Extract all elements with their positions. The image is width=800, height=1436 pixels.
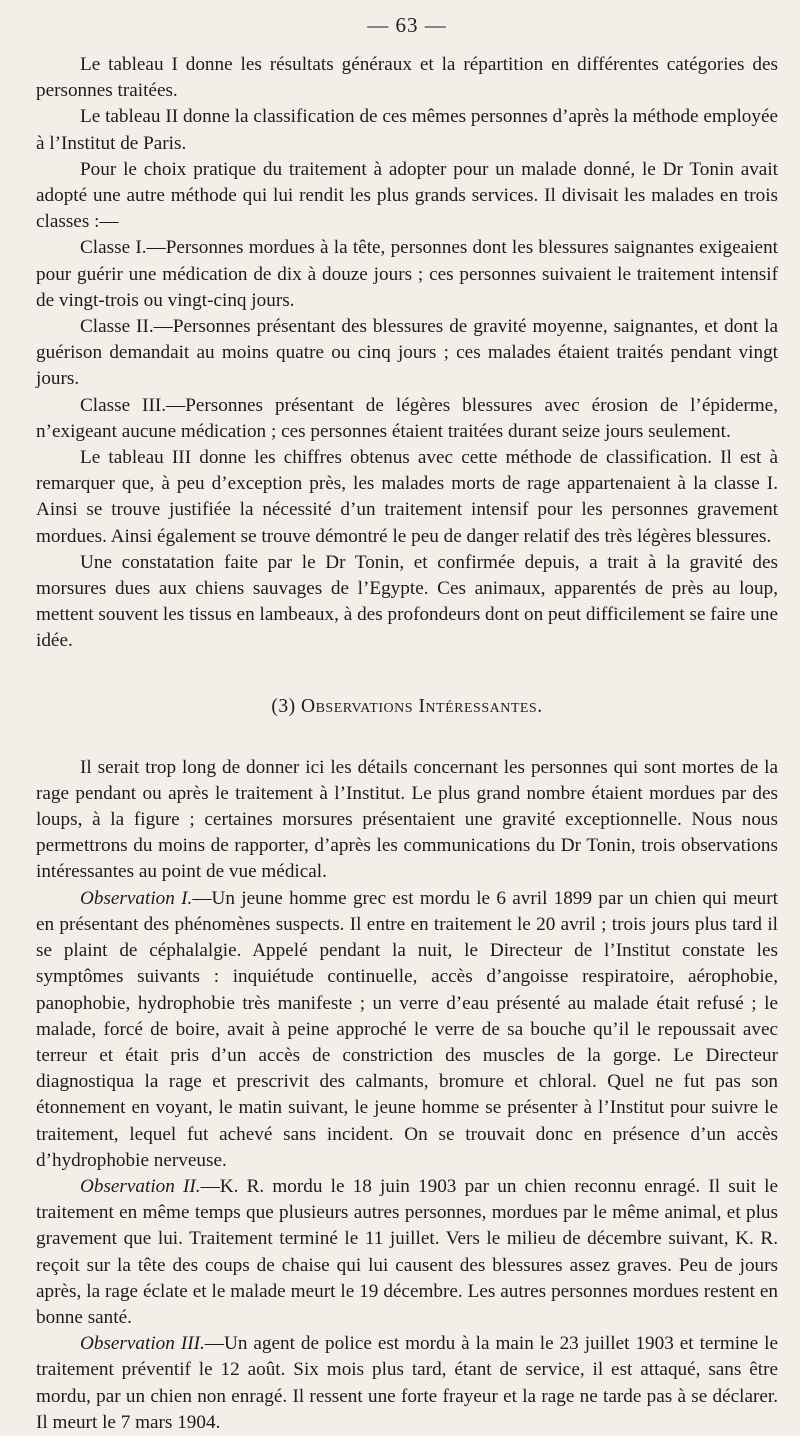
paragraph-choix-traitement: Pour le choix pratique du traitement à adopter pour un malade donné, le Dr Tonin avait adopté une autre méthode qui lui rendit les plus grands services. Il divisait les malades en trois classes :— [36, 158, 778, 233]
paragraph-classe-1: Classe I.—Personnes mordues à la tête, personnes dont les blessures saignantes exigeaient pour guérir une médication de dix à douze jours ; ces personnes suivaient le traitement intensif de vingt-trois ou vingt-cinq jours. [36, 237, 778, 311]
section-heading: (3) Observations Intéressantes. [271, 695, 543, 717]
paragraph-tableau-3: Le tableau III donne les chiffres obtenus avec cette méthode de classification. Il est à remarquer que, à peu d’exception près, les malades morts de rage appartenaient à la classe I. Ainsi se trouve justifiée la nécessité d’un traitement intensif pour les personnes gravement mordues. Ainsi également se trouve démontré le peu de danger relatif des très légères blessures. [36, 447, 778, 547]
observation-2 [36, 1174, 778, 1331]
observation-2-label: Observation II. [80, 1175, 201, 1197]
page-number: — 63 — [367, 13, 447, 37]
observation-3 [36, 1331, 778, 1436]
paragraph-tableau-1: Le tableau I donne les résultats généraux et la répartition en différentes catégories des personnes traitées. [36, 54, 778, 102]
paragraph-constatation: Une constatation faite par le Dr Tonin, et confirmée depuis, a trait à la gravité des morsures dues aux chiens sauvages de l’Egypte. Ces animaux, apparentés de près au loup, mettent souvent les tissus en lambeaux, à des profondeurs dont on peut difficilement se faire une idée. [36, 551, 778, 652]
observation-2-text: —K. R. mordu le 18 juin 1903 par un chien reconnu enragé. Il suit le traitement en même temps que plusieurs autres personnes, mordues par le même animal, et plus gravement que lui. Traitement terminé le 11 juillet. Vers le milieu de décembre suivant, K. R. reçoit sur la tête des coups de chaise qui lui causent des blessures assez graves. Peu de jours après, la rage éclate et le malade meurt le 19 décembre. Les autres personnes mordues restent en bonne santé. [36, 1175, 778, 1328]
observation-3-text: —Un agent de police est mordu à la main le 23 juillet 1903 et termine le traitement préventif le 12 août. Six mois plus tard, étant de service, il est attaqué, sans être mordu, par un chien non enragé. Il ressent une forte frayeur et la rage ne tarde pas à se déclarer. Il meurt le 7 mars 1904. [36, 1333, 779, 1433]
paragraph-classe-2: Classe II.—Personnes présentant des blessures de gravité moyenne, saignantes, et dont la guérison demandait au moins quatre ou cinq jours ; ces malades étaient traités pendant vingt jours. [36, 316, 778, 390]
paragraph-classe-3: Classe III.—Personnes présentant de légères blessures avec érosion de l’épiderme, n’exigeant aucune médication ; ces personnes étaient traitées durant seize jours seulement. [36, 394, 778, 442]
observation-3-label: Observation III. [80, 1333, 205, 1355]
paragraph-tableau-2: Le tableau II donne la classification de ces mêmes personnes d’après la méthode employée à l’Institut de Paris. [36, 106, 778, 154]
observation-1-text: —Un jeune homme grec est mordu le 6 avril 1899 par un chien qui meurt en présentant des phénomènes suspects. Il entre en traitement le 20 avril ; trois jours plus tard il se plaint de céphalalgie. Appelé pendant la nuit, le Directeur de l’Institut constate les symptômes suivants : inquiétude continuelle, accès d’angoisse respiratoire, aérophobie, panophobie, hydrophobie très manifeste ; un verre d’eau présenté au malade était refusé ; le malade, forcé de boire, avait à peine approché le verre de sa bouche qu’il le repoussait avec terreur et était pris d’un accès de constriction des muscles de la gorge. Le Directeur diagnostiqua la rage et prescrivit des calmants, bromure et chloral. Quel ne fut pas son étonnement en voyant, le matin suivant, le jeune homme se présenter à l’Institut pour suivre le traitement, lequel fut achevé sans incident. On se trouvait donc en présence d’un accès d’hydrophobie nerveuse. [36, 887, 778, 1171]
observation-1-label: Observation I. [80, 887, 193, 909]
paragraph-intro-observations: Il serait trop long de donner ici les détails concernant les personnes qui sont mortes de la rage pendant ou après le traitement à l’Institut. Le plus grand nombre étaient mordues par des loups, à la figure ; certaines morsures présentaient une gravité exceptionnelle. Nous nous permettrons du moins de rapporter, d’après les communications du Dr Tonin, trois observations intéressantes au point de vue médical. [36, 756, 778, 883]
observation-1 [36, 886, 778, 1174]
